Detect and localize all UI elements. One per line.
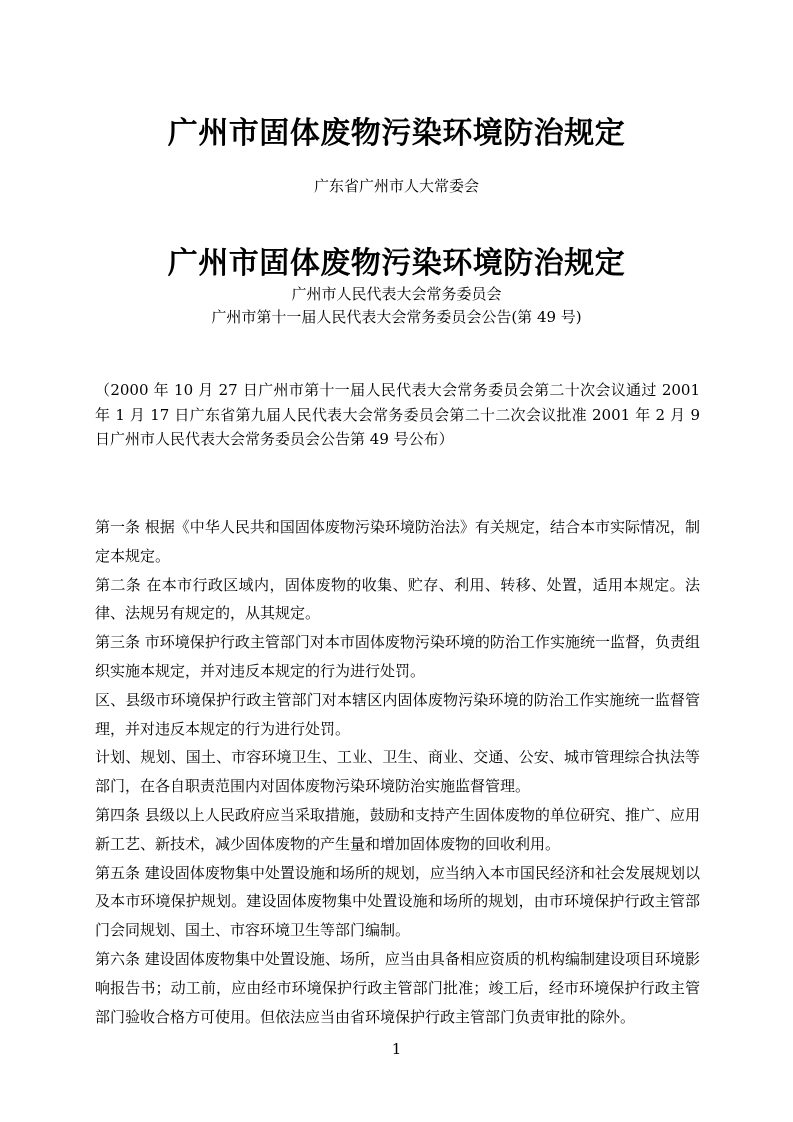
article-paragraph: 计划、规划、国土、市容环境卫生、工业、卫生、商业、交通、公安、城市管理综合执法等部门，在各自职责范围内对固体废物污染环境防治实施监督管理。 [95,748,700,796]
article-paragraph: 第二条 在本市行政区域内，固体废物的收集、贮存、利用、转移、处置，适用本规定。法律、法规另有规定的，从其规定。 [95,575,700,623]
document-source: 广东省广州市人大常委会 [313,177,479,195]
announcement-line: 广州市第十一届人民代表大会常务委员会公告(第 49 号) [211,308,582,326]
article-paragraph: 第四条 县级以上人民政府应当采取措施，鼓励和支持产生固体废物的单位研究、推广、应用新工艺、新技术，减少固体废物的产生量和增加固体废物的回收利用。 [95,805,700,853]
article-paragraph: 区、县级市环境保护行政主管部门对本辖区内固体废物污染环境的防治工作实施统一监督管理，并对违反本规定的行为进行处罚。 [95,690,700,738]
article-paragraph: 第三条 市环境保护行政主管部门对本市固体废物污染环境的防治工作实施统一监督，负责组织实施本规定，并对违反本规定的行为进行处罚。 [95,633,700,680]
issuer-line: 广州市人民代表大会常务委员会 [291,285,502,303]
article-paragraph: 第一条 根据《中华人民共和国固体废物污染环境防治法》有关规定，结合本市实际情况，制定本规定。 [95,518,700,565]
article-paragraph: 第五条 建设固体废物集中处置设施和场所的规划，应当纳入本市国民经济和社会发展规划以及本市环境保护规划。建设固体废物集中处置设施和场所的规划，由市环境保护行政主管部门会同规划、国土、市容环境卫生等部门编制。 [95,863,700,940]
article-paragraph: 第六条 建设固体废物集中处置设施、场所，应当由具备相应资质的机构编制建设项目环境影响报告书；动工前，应由经市环境保护行政主管部门批准；竣工后，经市环境保护行政主管部门验收合格方可使用。但依法应当由省环境保护行政主管部门负责审批的除外。 [95,949,700,1026]
regulation-title: 广州市固体废物污染环境防治规定 [167,246,626,281]
document-title: 广州市固体废物污染环境防治规定 [167,116,626,151]
adoption-note: （2000 年 10 月 27 日广州市第十一届人民代表大会常务委员会第二十次会议通过 2001 年 1 月 17 日广东省第九届人民代表大会常务委员会第二十二次会议批准 2001 年 2 月 9 日广州市人民代表大会常务委员会公告第 49 号公布） [95,381,700,448]
page-number: 1 [391,1040,402,1058]
regulation-body [95,513,700,1031]
